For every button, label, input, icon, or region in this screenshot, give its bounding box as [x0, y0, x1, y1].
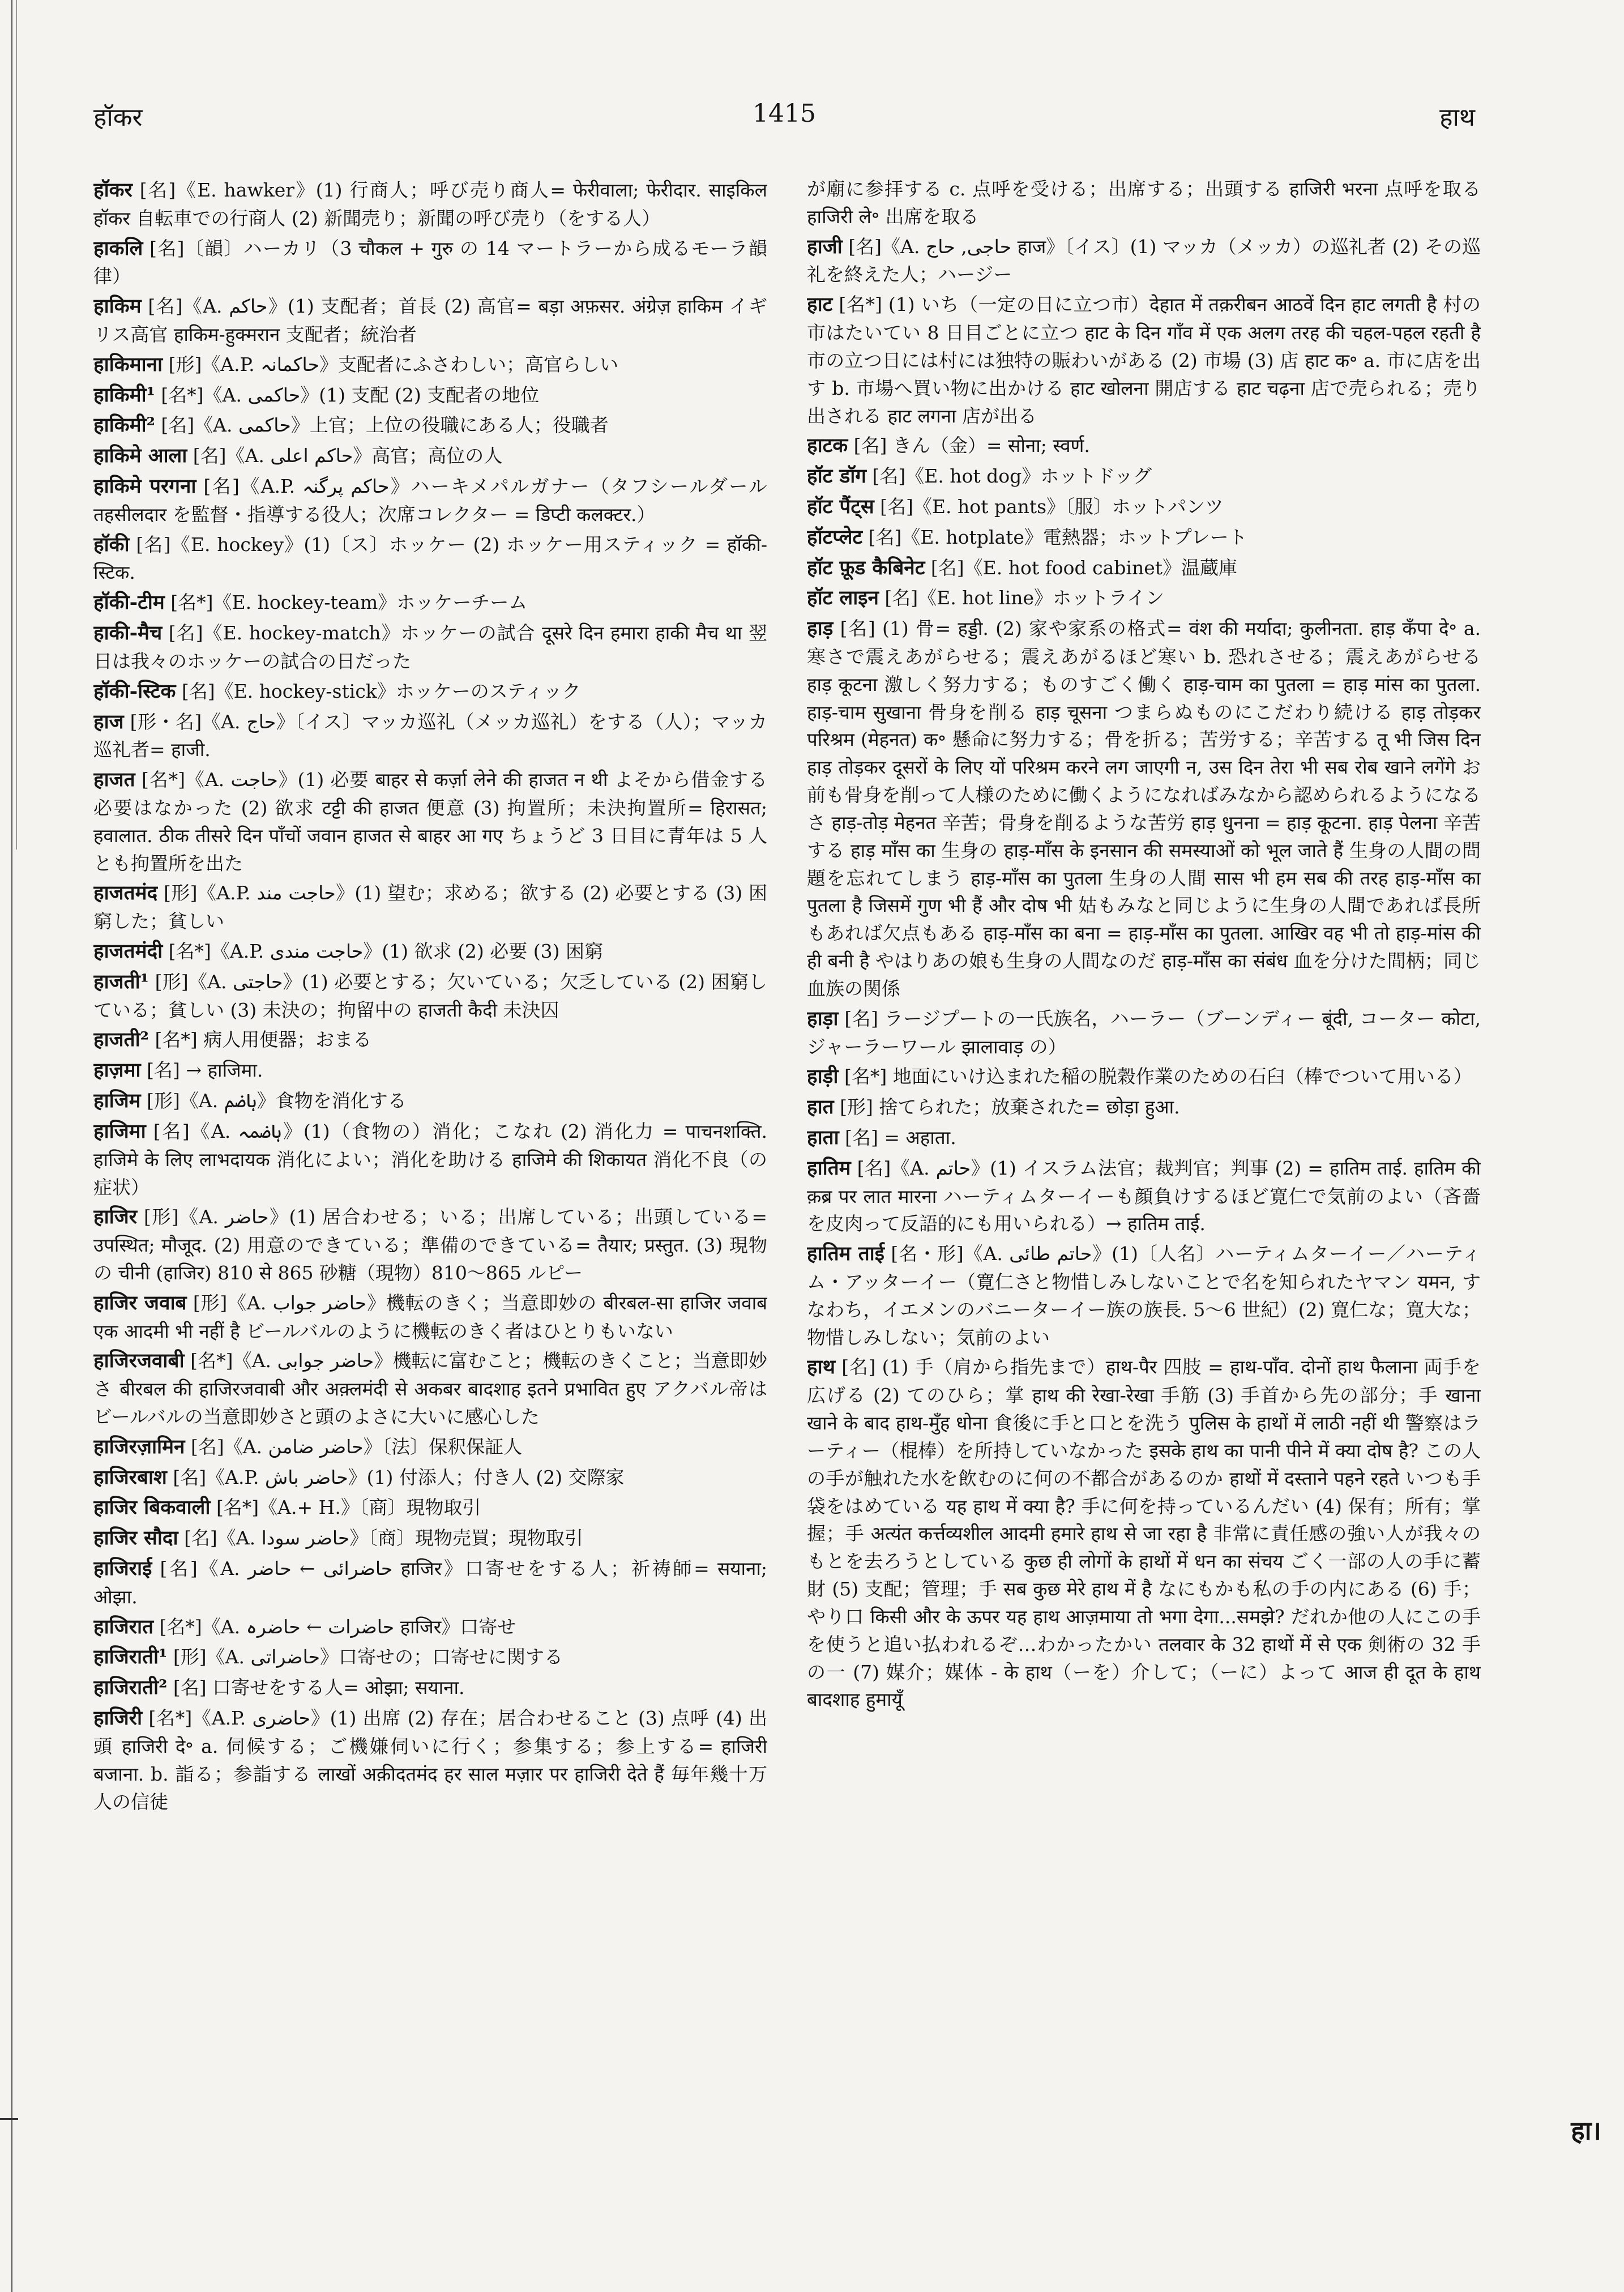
- entry-definition: [名*]《E. hockey-team》ホッケーチーム: [170, 591, 528, 614]
- entry-headword: हाकलि: [93, 236, 143, 260]
- entry-headword: हातिम ताई: [807, 1242, 884, 1266]
- entry-definition: [名]《A. حاضرائی ← حاضر हाजिर》口寄せをする人；祈祷師= सयाना; ओझा.: [93, 1557, 767, 1608]
- running-head-left: हॉकर: [93, 103, 143, 132]
- dictionary-entry: [93, 176, 767, 233]
- entry-definition: [名] → हाजिमा.: [147, 1059, 263, 1082]
- dictionary-entry: [93, 1554, 767, 1611]
- entry-headword: हॉट फ़ूड कैबिनेट: [807, 556, 925, 579]
- entry-headword: हाजिरबाश: [93, 1465, 167, 1489]
- entry-headword: हॉकी: [93, 532, 130, 556]
- entry-headword: हॉकी-स्टिक: [93, 679, 176, 703]
- entry-headword: हाटक: [807, 434, 848, 458]
- entry-definition: [形]《A. حاضر جواب》機転のきく；当意即妙の बीरबल-सा हाजिर जवाब एक आदमी भी नहीं है ビールバルのように機転のきく者はひとりもいない: [93, 1291, 767, 1342]
- entry-headword: हाजिमा: [93, 1119, 146, 1143]
- entry-definition: [名]《A. حاتم》(1) イスラム法官；裁判官；判事 (2) = हातिम ताई. हातिम की क़ब्र पर लात मारना ハーティムターイーも顔負けするほど寛仁で気前のよい（吝嗇を皮肉って反語的にも用いられる）→ हातिम ताई.: [807, 1156, 1481, 1235]
- entry-headword: हाजिराई: [93, 1557, 152, 1581]
- dictionary-entry: [93, 1463, 767, 1492]
- dictionary-entry: [807, 290, 1481, 430]
- dictionary-entry: [93, 1288, 767, 1346]
- dictionary-entry: [807, 1352, 1481, 1714]
- entry-headword: हॉट पैंट्स: [807, 494, 874, 518]
- entry-definition: [名*]《A.+ H.》〔商〕現物取引: [216, 1496, 481, 1519]
- entry-headword: हाजिराती²: [93, 1676, 168, 1700]
- entry-definition: [名]《A. حاضر سودا》〔商〕現物売買；現物取引: [184, 1527, 583, 1550]
- entry-headword: हाड़ी: [807, 1065, 839, 1089]
- entry-headword: हाजतमंदी: [93, 940, 163, 963]
- dictionary-entry: [807, 431, 1481, 460]
- entry-definition: [形]《A.P. حاجت مند》(1) 望む；求める；欲する (2) 必要とする (3) 困窮した；貧しい: [93, 882, 767, 933]
- entry-headword: हॉटप्लेट: [807, 525, 863, 549]
- entry-definition: [形]《A. حاضر》(1) 居合わせる；いる；出席している；出頭している= उपस्थित; मौजूद. (2) 用意のできている；準備のできている= तैयार; प्रस्तुत. (3) 現物の चीनी (हाजिर) 810 से 865 砂糖（現物）810〜865 ルピー: [93, 1206, 767, 1284]
- entry-definition: [名] (1) 骨= हड्डी. (2) 家や家系の格式= वंश की मर्यादा; कुलीनता. हाड़ कँपा दे॰ a. 寒さで震えあがらせる；震えあがるほど寒い b. 恐れさせる；震えあがらせる हाड़ कूटना 激しく努力する；ものすごく働く हाड़-चाम का पुतला = हाड़ मांस का पुतला. हाड़-चाम सुखाना 骨身を削る हाड़ चूसना つまらぬものにこだわり続ける हाड़ तोड़कर परिश्रम (मेहनत) क॰ 懸命に努力する；骨を折る；苦労する；辛苦する तू भी जिस दिन हाड़ तोड़कर दूसरों के लिए यों परिश्रम करने लग जाएगी न, उस दिन तेरा भी सब रोब खाने लगेंगे お前も骨身を削って人様のために働くようになればみなから認められるようになるさ हाड़-तोड़ मेहनत 辛苦；骨身を削るような苦労 हाड़ धुनना = हाड़ कूटना. हाड़ पेलना 辛苦する हाड़ माँस का 生身の हाड़-माँस के इनसान की समस्याओं को भूल जाते हैं 生身の人間の問題を忘れてしまう हाड़-माँस का पुतला 生身の人間 सास भी हम सब की तरह हाड़-माँस का पुतला है जिसमें गुण भी हैं और दोष भी 姑もみなと同じように生身の人間であれば長所もあれば欠点もある हाड़-माँस का बना = हाड़-माँस का पुतला. आखिर वह भी तो हाड़-मांस की ही बनी है やはりあの娘も生身の人間なのだ हाड़-माँस का संबंध 血を分けた間柄；同じ血族の関係: [807, 617, 1481, 1000]
- dictionary-entry: [93, 1346, 767, 1431]
- entry-definition: [名*]《A. حاضرات ← حاضرہ हाजिर》口寄せ: [159, 1615, 516, 1638]
- running-head-right: हाथ: [1439, 103, 1475, 132]
- entry-headword: हाजिरज़ामिन: [93, 1435, 185, 1458]
- dictionary-entry: [93, 707, 767, 765]
- entry-headword: हाजती²: [93, 1028, 149, 1052]
- entry-headword: हॉकर: [93, 178, 133, 202]
- dictionary-entry: [93, 1432, 767, 1462]
- entry-headword: हाजती¹: [93, 970, 149, 993]
- entry-definition: が廟に参拝する c. 点呼を受ける；出席する；出頭する हाजिरी भरना 点呼を取る हाजिरी ले॰ 出席を取る: [807, 178, 1481, 228]
- entry-headword: हाकी-मैच: [93, 621, 163, 645]
- entry-definition: [形・名]《A. حاج》〔イス〕マッカ巡礼（メッカ巡礼）をする（人）；マッカ巡礼者= हाजी.: [93, 710, 767, 761]
- dictionary-entry: [93, 234, 767, 291]
- entry-headword: हाता: [807, 1125, 839, 1149]
- dictionary-entry: [807, 1092, 1481, 1122]
- entry-headword: हाड़: [807, 617, 834, 641]
- entry-headword: हाजिराती¹: [93, 1645, 168, 1669]
- dictionary-entry: [93, 1493, 767, 1522]
- scan-edge-tick: [0, 2118, 18, 2120]
- entry-definition: [形]《A. ہاضم》食物を消化する: [147, 1090, 407, 1112]
- dictionary-entry: [807, 1123, 1481, 1153]
- dictionary-entry: [93, 937, 767, 966]
- dictionary-entry: [93, 1117, 767, 1201]
- entry-headword: हाजिर: [93, 1205, 138, 1229]
- dictionary-entry: [93, 1673, 767, 1702]
- entry-definition: [名*] 病人用便器；おまる: [155, 1028, 372, 1051]
- dictionary-entry: [93, 1523, 767, 1553]
- entry-definition: [形]《A.P. حاکمانہ》支配者にふさわしい；高官らしい: [168, 353, 618, 375]
- dictionary-entry: [93, 1202, 767, 1287]
- dictionary-entry: [93, 1704, 767, 1816]
- dictionary-entry: [93, 441, 767, 471]
- dictionary-entry: [807, 553, 1481, 583]
- entry-definition: [名]《A. حاکم》(1) 支配者；首長 (2) 高官= बड़ा अफ़सर. अंग्रेज़ हाकिम イギリス高官 हाकिम-हुक्मरान 支配者；統治者: [93, 295, 767, 346]
- entry-definition: [名*]《A. حاضر جوابی》機転に富むこと；機転のきくこと；当意即妙さ बीरबल की हाजिरजवाबी और अक़्लमंदी से अकबर बादशाह इतने प्रभावित हुए アクバル帝はビールバルの当意即妙さと頭のよさに大いに感心した: [93, 1350, 767, 1428]
- dictionary-entry: [93, 618, 767, 676]
- entry-definition: [名]《E. hawker》(1) 行商人；呼び売り商人= फेरीवाला; फेरीदार. साइकिल हॉकर 自転車での行商人 (2) 新聞売り；新聞の呼び売り（をする人）: [93, 179, 767, 229]
- entry-definition: [名]《A. حاکمی》上官；上位の役職にある人；役職者: [161, 414, 609, 437]
- entry-headword: हाजिम: [93, 1089, 141, 1113]
- entry-definition: [名*]《A.P. حاضری》(1) 出席 (2) 存在；居合わせること (3) 点呼 (4) 出頭 हाजिरी दे॰ a. 伺候する；ご機嫌伺いに行く；参集する；参上する= हाजिरी बजाना. b. 詣る；参詣する लाखों अक़ीदतमंद हर साल मज़ार पर हाजिरी देते हैं 毎年幾十万人の信徒: [93, 1707, 767, 1813]
- entry-headword: हाज़मा: [93, 1058, 141, 1082]
- entry-definition: [名]《E. hockey-match》ホッケーの試合 दूसरे दिन हमारा हाकी मैच था 翌日は我々のホッケーの試合の日だった: [93, 622, 767, 672]
- dictionary-entry: [807, 492, 1481, 522]
- entry-headword: हाकिमी²: [93, 413, 155, 437]
- dictionary-entry: [807, 1004, 1481, 1061]
- entry-definition: [名]《E. hot pants》〔服〕ホットパンツ: [880, 495, 1224, 518]
- entry-definition: [名] きん（金）= सोना; स्वर्ण.: [853, 434, 1090, 457]
- entry-definition: [名*] (1) いち（一定の日に立つ市）देहात में तक़रीबन आठवें दिन हाट लगती है 村の市はたいてい 8 日目ごとに立つ हाट के दिन गाँव में एक अलग तरह की चहल-पहल रहती है 市の立つ日には村には独特の賑わいがある (2) 市場 (3) 店 हाट क॰ a. 市に店を出す b. 市場へ買い物に出かける हाट खोलना 開店する हाट चढ़ना 店で売られる；売り出される हाट लगना 店が出る: [807, 293, 1481, 427]
- entry-definition: [名]《A. حاجی, حاج हाज》〔イス〕(1) マッカ（メッカ）の巡礼者 (2) その巡礼を終えた人；ハージー: [807, 235, 1481, 286]
- dictionary-entry: [807, 523, 1481, 552]
- entry-definition: [名] ラージプートの一氏族名，ハーラー（ブーンディー बूंदी, コーター कोटा, ジャーラーワール झालावाड़ の）: [807, 1007, 1481, 1058]
- dictionary-entry: [93, 677, 767, 706]
- dictionary-entry: [93, 1025, 767, 1055]
- entry-headword: हाजतमंद: [93, 881, 158, 905]
- entry-definition: [名*] 地面にいけ込まれた稲の脱穀作業のための石臼（棒でついて用いる）: [844, 1065, 1472, 1088]
- entry-definition: [名]《A.P. حاکم پرگنہ》ハーキメパルガナー（タフシールダール तहसीलदार を監督・指導する役人；次席コレクター = डिप्टी कलक्टर.）: [93, 475, 767, 526]
- dictionary-entry: [93, 765, 767, 877]
- entry-definition: [名]《A. ہاضمہ》(1)（食物の）消化；こなれ (2) 消化力 = पाचनशक्ति. हाजिमे के लिए लाभदायक 消化によい；消化を助ける हाजिमे की शिकायत 消化不良（の症状）: [93, 1120, 767, 1198]
- thumb-index-tab: हा।: [1571, 2115, 1601, 2146]
- dictionary-entry: [93, 967, 767, 1025]
- entry-definition: [名]《E. hotplate》電熱器；ホットプレート: [868, 526, 1247, 548]
- dictionary-entry: [93, 472, 767, 529]
- dictionary-entry: [807, 1239, 1481, 1351]
- dictionary-entry: [93, 1056, 767, 1085]
- dictionary-entry: [807, 1062, 1481, 1091]
- entry-definition: [名*]《A. حاکمی》(1) 支配 (2) 支配者の地位: [161, 383, 540, 406]
- entry-headword: हाकिमी¹: [93, 383, 155, 407]
- dictionary-entry: [93, 530, 767, 587]
- entry-definition: [名]〔韻〕ハーカリ（3 चौकल + गुरु の 14 マートラーから成るモーラ韻律）: [93, 237, 767, 288]
- entry-definition: [名] = अहाता.: [845, 1126, 956, 1149]
- entry-headword: हाजिरी: [93, 1706, 143, 1730]
- entry-definition: [名]《E. hockey-stick》ホッケーのスティック: [181, 680, 581, 702]
- entry-headword: हाजत: [93, 768, 135, 792]
- entry-headword: हात: [807, 1095, 834, 1119]
- dictionary-entry: [93, 1086, 767, 1116]
- entry-headword: हॉट डॉग: [807, 464, 866, 488]
- entry-definition: [形]《A. حاضراتی》口寄せの；口寄せに関する: [173, 1646, 563, 1668]
- entry-definition: [名] (1) 手（肩から指先まで）हाथ-पैर 四肢 = हाथ-पाँव. दोनों हाथ फैलाना 両手を広げる (2) てのひら；掌 हाथ की रेखा-रेखा 手筋 (3) 手首から先の部分；手 खाना खाने के बाद हाथ-मुँह धोना 食後に手と口とを洗う पुलिस के हाथों में लाठी नहीं थी 警察はラーティー（棍棒）を所持していなかった इसके हाथ का पानी पीने में क्या दोष है? この人の手が触れた水を飲むのに何の不都合があるのか हाथों में दस्ताने पहने रहते いつも手袋をはめている यह हाथ में क्या है? 手に何を持っているんだい (4) 保有；所有；掌握；手 अत्यंत कर्त्तव्यशील आदमी हमारे हाथ से जा रहा है 非常に責任感の強い人が我々のもとを去ろうとしている कुछ ही लोगों के हाथों में धन का संचय ごく一部の人の手に蓄財 (5) 支配；管理；手 सब कुछ मेरे हाथ में है なにもかも私の手の内にある (6) 手；やり口 किसी और के ऊपर यह हाथ आज़माया तो भगा देगा...समझे? だれか他の人にこの手を使うと追い払われるぞ…わかったかい तलवार के 32 हाथों में से एक 剣術の 32 手の一 (7) 媒介；媒体 - के हाथ（ーを）介して；（ーに）よって आज ही दूत के हाथ बादशाह हुमायूँ: [807, 1356, 1481, 1711]
- dictionary-entry: [807, 232, 1481, 289]
- dictionary-entry: [807, 176, 1481, 231]
- entry-headword: हाड़ा: [807, 1006, 839, 1030]
- entry-headword: हाकिमाना: [93, 352, 163, 376]
- entry-headword: हाथ: [807, 1355, 836, 1379]
- entry-headword: हाकिम: [93, 294, 142, 318]
- entry-headword: हाजिरजवाबी: [93, 1349, 185, 1373]
- dictionary-entry: [93, 411, 767, 440]
- entry-headword: हाजी: [807, 234, 843, 258]
- entry-definition: [名]《A. حاکم اعلی》高官；高位の人: [193, 445, 503, 467]
- dictionary-entry: [93, 350, 767, 379]
- dictionary-entry: [807, 462, 1481, 491]
- entry-headword: हॉट लाइन: [807, 586, 879, 610]
- entry-headword: हाजिर बिकवाली: [93, 1496, 211, 1520]
- dictionary-entry: [93, 292, 767, 349]
- entry-headword: हाजिर जवाब: [93, 1291, 187, 1314]
- dictionary-entry: [93, 878, 767, 936]
- entry-definition: [形]《A. حاجتی》(1) 必要とする；欠いている；欠乏している (2) 困窮している；貧しい (3) 未決の；拘留中の हाजती कैदी 未決囚: [93, 970, 767, 1021]
- left-column: [93, 176, 767, 2192]
- entry-definition: [名*]《A. حاجت》(1) 必要 बाहर से कर्ज़ा लेने की हाजत न थी よそから借金する必要はなかった (2) 欲求 टट्टी की हाजत 便意 (3) 拘置所；未決拘置所= हिरासत; हवालात. ठीक तीसरे दिन पाँचों जवान हाजत से बाहर आ गए ちょうど 3 日目に青年は 5 人とも拘置所を出た: [93, 769, 767, 874]
- right-column: [807, 176, 1481, 2192]
- entry-definition: [名]《E. hockey》(1)〔ス〕ホッケー (2) ホッケー用スティック = हॉकी-स्टिक.: [93, 533, 767, 584]
- entry-headword: हातिम: [807, 1156, 851, 1180]
- entry-definition: [名] 口寄せをする人= ओझा; सयाना.: [173, 1676, 465, 1699]
- entry-definition: [名]《E. hot dog》ホットドッグ: [872, 465, 1152, 488]
- dictionary-entry: [93, 1612, 767, 1642]
- scan-edge: [0, 0, 12, 2292]
- entry-headword: हाकिमे आला: [93, 444, 187, 468]
- entry-headword: हाट: [807, 293, 833, 317]
- entry-headword: हाजिर सौदा: [93, 1526, 178, 1550]
- entry-headword: हाजिरात: [93, 1615, 154, 1638]
- dictionary-entry: [93, 588, 767, 617]
- page-header: [93, 99, 1475, 144]
- scan-edge-line: [16, 0, 17, 850]
- entry-headword: हॉकी-टीम: [93, 591, 165, 614]
- entry-definition: [形] 捨てられた；放棄された= छोड़ा हुआ.: [840, 1096, 1180, 1119]
- dictionary-entry: [807, 614, 1481, 1003]
- entry-definition: [名・形]《A. حاتم طائی》(1)〔人名〕ハーティムターイー／ハーティム・アッターイー（寛仁さと物惜しみしないことで名を知られたヤマン यमन, すなわち，イエメンのバニーターイー族の族長. 5〜6 世紀）(2) 寛仁な；寛大な；物惜しみしない；気前のよい: [807, 1243, 1481, 1348]
- entry-definition: [名]《A. حاضر ضامن》〔法〕保釈保証人: [190, 1435, 523, 1458]
- dictionary-entry: [807, 1154, 1481, 1238]
- dictionary-entry: [807, 583, 1481, 613]
- entry-definition: [名]《E. hot food cabinet》温蔵庫: [930, 556, 1238, 579]
- dictionary-entry: [93, 381, 767, 410]
- entry-definition: [名*]《A.P. حاجت مندی》(1) 欲求 (2) 必要 (3) 困窮: [168, 940, 603, 963]
- entry-headword: हाज: [93, 710, 124, 733]
- page-number: 1415: [753, 99, 816, 128]
- entry-definition: [名]《E. hot line》ホットライン: [884, 587, 1164, 609]
- entry-headword: हाकिमे परगना: [93, 475, 196, 498]
- entry-definition: [名]《A.P. حاضر باش》(1) 付添人；付き人 (2) 交際家: [173, 1466, 625, 1488]
- dictionary-entry: [93, 1642, 767, 1672]
